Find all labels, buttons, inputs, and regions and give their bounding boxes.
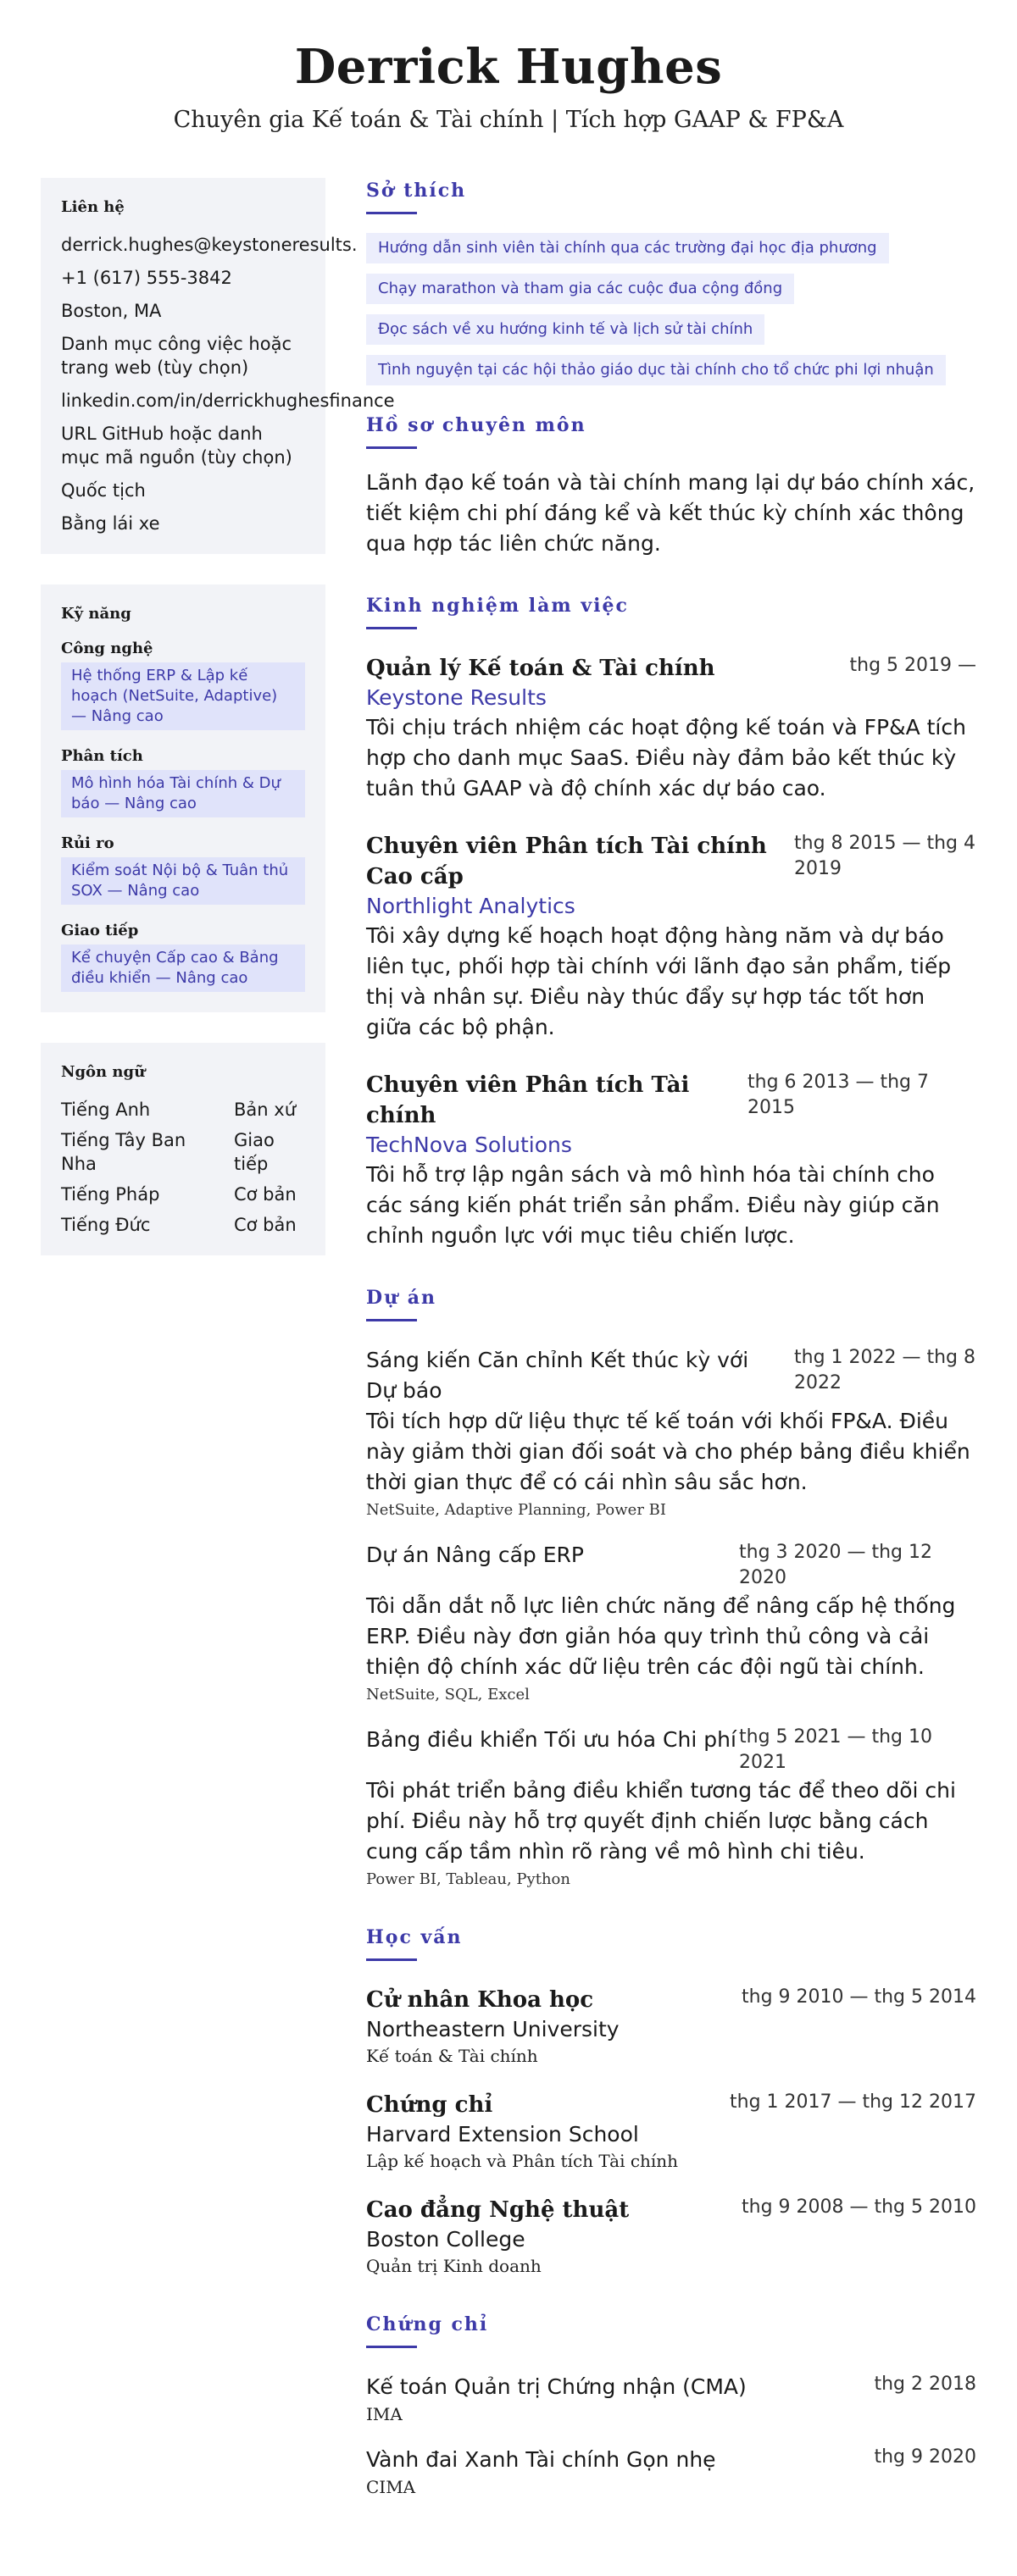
contact-title: Liên hệ <box>61 198 125 216</box>
skills-box <box>41 584 325 1012</box>
education-dates: thg 1 2017 — thg 12 2017 <box>730 2091 976 2113</box>
languages-title: Ngôn ngữ <box>61 1063 146 1081</box>
certification-name: Vành đai Xanh Tài chính Gọn nhẹ <box>366 2447 716 2472</box>
section-divider <box>366 446 417 449</box>
profile-title: Hồ sơ chuyên môn <box>366 414 586 436</box>
interests-title: Sở thích <box>366 180 467 202</box>
entry-header <box>366 1985 976 2015</box>
certification-issuer: CIMA <box>366 2477 416 2497</box>
profile-summary: Lãnh đạo kế toán và tài chính mang lại dự báo chính xác, tiết kiệm chi phí đáng kể và kết thúc kỳ chính xác thông qua hợp tác liên chức năng. <box>366 470 975 556</box>
project-dates: thg 1 2022 — thg 8 2022 <box>794 1347 976 1393</box>
education-section <box>366 1925 976 2278</box>
job-title: Quản lý Kế toán & Tài chính <box>366 656 715 681</box>
skill-category: Phân tích <box>61 747 143 765</box>
candidate-headline: Chuyên gia Kế toán & Tài chính | Tích hợp GAAP & FP&A <box>173 107 844 133</box>
school-name: Harvard Extension School <box>366 2122 639 2147</box>
study-field: Lập kế hoạch và Phân tích Tài chính <box>366 2151 679 2171</box>
language-level: Cơ bản <box>234 1215 297 1235</box>
experience-title: Kinh nghiệm làm việc <box>366 595 629 617</box>
job-description: Tôi xây dựng kế hoạch hoạt động hàng năm và dự báo liên tục, phối hợp tài chính với lãnh đạo sản phẩm, tiếp thị và nhân sự. Điều này thúc đẩy sự hợp tác tốt hơn giữa các bộ phận. <box>366 923 952 1039</box>
language-row <box>61 1183 305 1206</box>
project-dates: thg 3 2020 — thg 12 2020 <box>739 1542 933 1588</box>
resume-header <box>0 0 1017 137</box>
section-divider <box>366 1958 417 1961</box>
project-name: Dự án Nâng cấp ERP <box>366 1543 584 1567</box>
language-row <box>61 1128 305 1176</box>
project-entry <box>366 1725 976 1891</box>
entry-header <box>366 2372 976 2402</box>
entry-header <box>366 1725 976 1776</box>
project-name: Bảng điều khiển Tối ưu hóa Chi phí <box>366 1727 736 1752</box>
skill-category: Rủi ro <box>61 834 114 852</box>
school-name: Boston College <box>366 2227 525 2252</box>
company-name: TechNova Solutions <box>366 1133 572 1157</box>
project-description: Tôi dẫn dắt nỗ lực liên chức năng để nâng cấp hệ thống ERP. Điều này đơn giản hóa quy trình thủ công và cải thiện độ chính xác dữ liệu trên các đội ngũ tài chính. <box>366 1593 956 1679</box>
language-level: Bản xứ <box>234 1100 296 1120</box>
entry-header <box>366 653 976 684</box>
experience-entry <box>366 831 976 1043</box>
experience-entry <box>366 1070 976 1251</box>
study-field: Quản trị Kinh doanh <box>366 2256 542 2276</box>
language-level: Cơ bản <box>234 1184 297 1205</box>
contact-portfolio[interactable]: Danh mục công việc hoặc trang web (tùy chọn) <box>61 334 292 378</box>
entry-header <box>366 2445 976 2475</box>
language-name: Tiếng Anh <box>61 1100 151 1120</box>
contact-email[interactable]: derrick.hughes@keystoneresults. <box>61 235 358 255</box>
resume-columns <box>0 178 1017 2526</box>
skill-tag: Kể chuyện Cấp cao & Bảng điều khiển — Nâng cao <box>61 945 305 992</box>
entry-header <box>366 831 976 892</box>
interest-tag: Chạy marathon và tham gia các cuộc đua cộng đồng <box>366 274 794 304</box>
language-row <box>61 1098 305 1122</box>
contact-github[interactable]: URL GitHub hoặc danh mục mã nguồn (tùy chọn) <box>61 424 292 468</box>
project-tech: NetSuite, Adaptive Planning, Power BI <box>366 1501 666 1519</box>
profile-section <box>366 413 976 559</box>
education-dates: thg 9 2010 — thg 5 2014 <box>742 1986 976 2008</box>
job-title: Chuyên viên Phân tích Tài chính Cao cấp <box>366 834 767 889</box>
project-description: Tôi phát triển bảng điều khiển tương tác để theo dõi chi phí. Điều này hỗ trợ quyết định chiến lược bằng cách cung cấp tầm nhìn rõ ràng về mô hình chi tiêu. <box>366 1778 956 1864</box>
skill-tag: Mô hình hóa Tài chính & Dự báo — Nâng cao <box>61 770 305 817</box>
entry-header <box>366 1070 976 1131</box>
language-level: Giao tiếp <box>234 1130 275 1174</box>
language-name: Tiếng Đức <box>61 1215 151 1235</box>
contact-linkedin[interactable]: linkedin.com/in/derrickhughesfinance <box>61 391 395 411</box>
certification-issuer: IMA <box>366 2404 403 2424</box>
contact-box <box>41 178 395 554</box>
entry-header <box>366 2195 976 2225</box>
experience-entry <box>366 653 976 804</box>
projects-section <box>366 1285 976 1891</box>
project-name: Sáng kiến Căn chỉnh Kết thúc kỳ với Dự báo <box>366 1348 749 1403</box>
job-dates: thg 8 2015 — thg 4 2019 <box>794 833 976 879</box>
certifications-title: Chứng chỉ <box>366 2313 489 2335</box>
job-dates: thg 5 2019 — <box>849 655 976 676</box>
company-name: Keystone Results <box>366 685 547 710</box>
entry-header <box>366 1540 976 1591</box>
section-divider <box>366 627 417 629</box>
languages-box <box>41 1043 325 1255</box>
interests-section <box>366 178 976 396</box>
education-title: Học vấn <box>366 1926 463 1948</box>
language-row <box>61 1213 305 1237</box>
project-entry <box>366 1540 976 1706</box>
job-description: Tôi hỗ trợ lập ngân sách và mô hình hóa tài chính cho các sáng kiến phát triển sản phẩm. Điều này giúp căn chỉnh nguồn lực với mục tiêu chiến lược. <box>366 1162 940 1248</box>
certifications-section <box>366 2312 976 2499</box>
contact-license: Bằng lái xe <box>61 513 160 534</box>
job-description: Tôi chịu trách nhiệm các hoạt động kế toán và FP&A tích hợp cho danh mục SaaS. Điều này đảm bảo kết thúc kỳ tuân thủ GAAP và độ chính xác dự báo cao. <box>366 715 966 800</box>
projects-title: Dự án <box>366 1287 436 1309</box>
education-entry <box>366 1985 976 2068</box>
degree-name: Cao đẳng Nghệ thuật <box>366 2197 630 2223</box>
project-tech: Power BI, Tableau, Python <box>366 1870 570 1888</box>
job-title: Chuyên viên Phân tích Tài chính <box>366 1072 690 1128</box>
degree-name: Cử nhân Khoa học <box>366 1987 594 2013</box>
project-description: Tôi tích hợp dữ liệu thực tế kế toán với khối FP&A. Điều này giảm thời gian đối soát và cho phép bảng điều khiển thời gian thực để có cái nhìn sâu sắc hơn. <box>366 1409 970 1494</box>
company-name: Northlight Analytics <box>366 894 575 918</box>
skill-tag: Kiểm soát Nội bộ & Tuân thủ SOX — Nâng cao <box>61 857 305 905</box>
interest-tag: Hướng dẫn sinh viên tài chính qua các trường đại học địa phương <box>366 233 889 263</box>
certification-entry <box>366 2445 976 2499</box>
education-dates: thg 9 2008 — thg 5 2010 <box>742 2197 976 2218</box>
section-divider <box>366 2346 417 2348</box>
main-column <box>366 178 976 2526</box>
certification-name: Kế toán Quản trị Chứng nhận (CMA) <box>366 2374 747 2399</box>
certification-entry <box>366 2372 976 2426</box>
study-field: Kế toán & Tài chính <box>366 2046 538 2066</box>
skill-tag: Hệ thống ERP & Lập kế hoạch (NetSuite, Adaptive) — Nâng cao <box>61 662 305 730</box>
contact-location: Boston, MA <box>61 301 162 321</box>
certification-date: thg 2 2018 <box>874 2374 976 2395</box>
experience-section <box>366 593 976 1251</box>
interest-tag: Tình nguyện tại các hội thảo giáo dục tài chính cho tổ chức phi lợi nhuận <box>366 355 946 385</box>
school-name: Northeastern University <box>366 2017 620 2041</box>
project-entry <box>366 1345 976 1521</box>
job-dates: thg 6 2013 — thg 7 2015 <box>747 1072 930 1118</box>
language-name: Tiếng Tây Ban Nha <box>61 1130 186 1174</box>
entry-header <box>366 2090 976 2120</box>
interest-tag: Đọc sách về xu hướng kinh tế và lịch sử tài chính <box>366 314 764 345</box>
candidate-name: Derrick Hughes <box>294 39 723 95</box>
skill-category: Công nghệ <box>61 640 153 657</box>
skills-title: Kỹ năng <box>61 605 131 623</box>
contact-phone[interactable]: +1 (617) 555-3842 <box>61 268 232 288</box>
skill-category: Giao tiếp <box>61 922 139 939</box>
education-entry <box>366 2090 976 2173</box>
degree-name: Chứng chỉ <box>366 2092 493 2118</box>
project-dates: thg 5 2021 — thg 10 2021 <box>739 1726 933 1773</box>
education-entry <box>366 2195 976 2278</box>
section-divider <box>366 1319 417 1321</box>
language-name: Tiếng Pháp <box>61 1184 160 1205</box>
section-divider <box>366 212 417 214</box>
project-tech: NetSuite, SQL, Excel <box>366 1686 530 1703</box>
contact-nationality: Quốc tịch <box>61 480 146 501</box>
certification-date: thg 9 2020 <box>874 2446 976 2468</box>
entry-header <box>366 1345 976 1406</box>
